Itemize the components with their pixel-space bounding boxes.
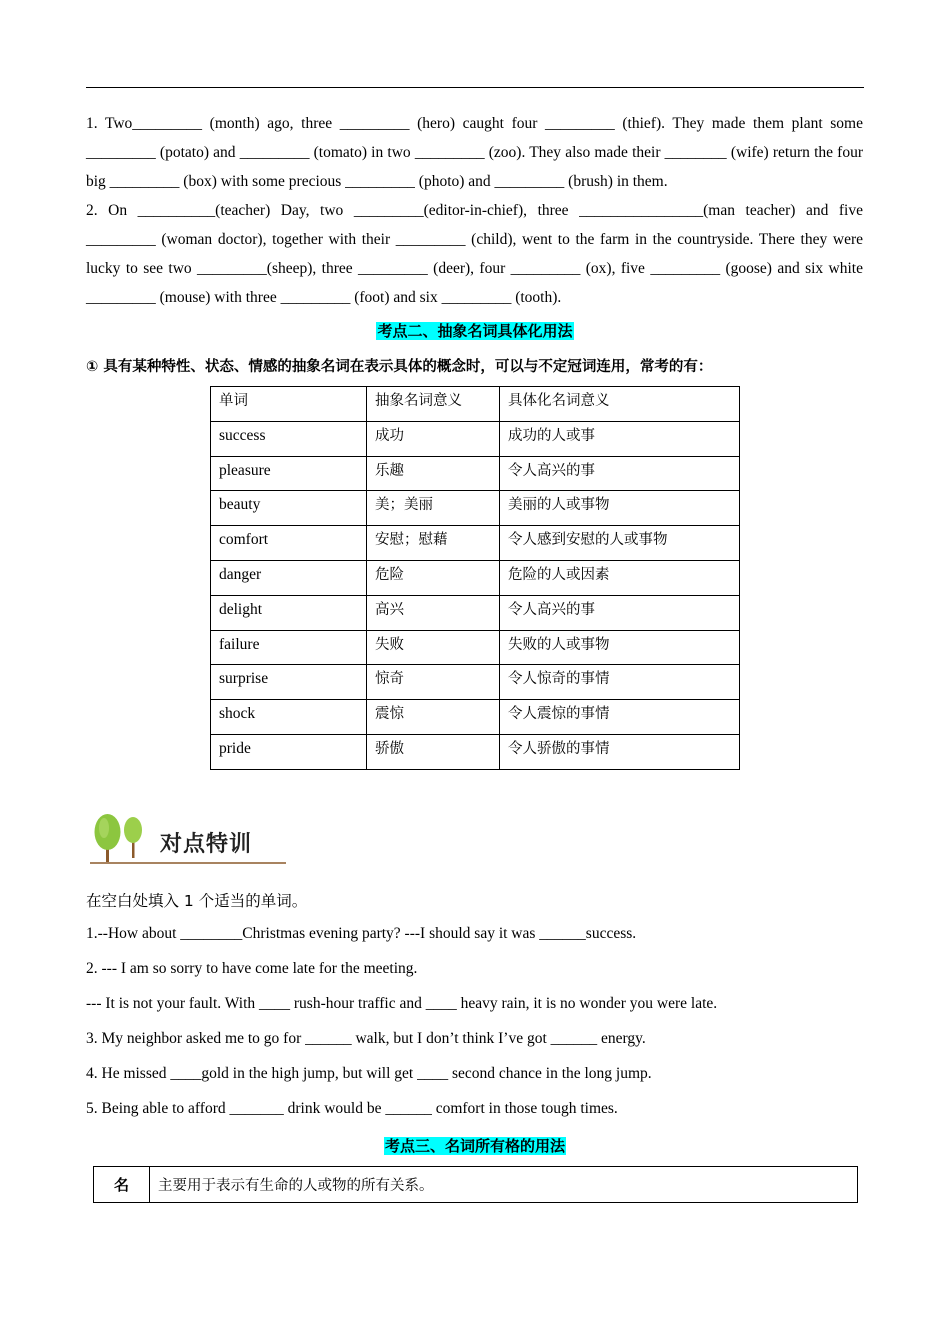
table-row <box>211 734 740 769</box>
table-row <box>211 491 740 526</box>
table-row <box>94 1167 858 1203</box>
training-question-3: 3. My neighbor asked me to go for ______ walk, but I don’t think I’ve got ______ energy. <box>86 1030 646 1047</box>
section-heading-2 <box>0 320 950 341</box>
possessive-desc: 主要用于表示有生命的人或物的所有关系。 <box>150 1167 858 1203</box>
cell-word: failure <box>211 630 367 665</box>
table-header-row <box>211 387 740 422</box>
training-question-2: 2. --- I am so sorry to have come late for the meeting. <box>86 960 418 977</box>
training-question-1: 1.--How about ________Christmas evening party? ---I should say it was ______success. <box>86 925 637 942</box>
cell-concrete: 令人震惊的事情 <box>500 700 740 735</box>
cell-abstract: 成功 <box>367 421 500 456</box>
cell-word: danger <box>211 560 367 595</box>
table-row <box>211 665 740 700</box>
table-row <box>211 595 740 630</box>
cell-abstract: 高兴 <box>367 595 500 630</box>
possessive-table <box>93 1166 858 1203</box>
header-word: 单词 <box>211 387 367 422</box>
cell-word: pride <box>211 734 367 769</box>
section-heading-2-text: 考点二、抽象名词具体化用法 <box>377 322 573 340</box>
cell-abstract: 惊奇 <box>367 665 500 700</box>
cell-abstract: 震惊 <box>367 700 500 735</box>
cell-concrete: 令人高兴的事 <box>500 456 740 491</box>
exercise-paragraph-2: 2. On __________(teacher) Day, two _________(editor-in-chief), three ________________(man teacher) and five _________ (woman doctor), together with their _________ (child), went to the farm in the countryside. There they were lucky to see two _________(sheep), three _________ (deer), four _________ (ox), five _________ (goose) and six white _________ (mouse) with three _________ (foot) and six _________ (tooth). <box>86 202 863 306</box>
table-row <box>211 526 740 561</box>
cell-abstract: 骄傲 <box>367 734 500 769</box>
cell-word: shock <box>211 700 367 735</box>
cell-word: surprise <box>211 665 367 700</box>
section-heading-3 <box>0 1135 950 1156</box>
cell-word: success <box>211 421 367 456</box>
cell-abstract: 乐趣 <box>367 456 500 491</box>
header-rule <box>86 87 864 88</box>
cell-concrete: 失败的人或事物 <box>500 630 740 665</box>
table-row <box>211 421 740 456</box>
cell-concrete: 令人骄傲的事情 <box>500 734 740 769</box>
cell-abstract: 安慰；慰藉 <box>367 526 500 561</box>
cell-concrete: 令人惊奇的事情 <box>500 665 740 700</box>
cell-abstract: 失败 <box>367 630 500 665</box>
cell-word: pleasure <box>211 456 367 491</box>
cell-word: comfort <box>211 526 367 561</box>
header-abstract-meaning: 抽象名词意义 <box>367 387 500 422</box>
table-row <box>211 560 740 595</box>
training-question-4: 4. He missed ____gold in the high jump, but will get ____ second chance in the long jump. <box>86 1065 652 1082</box>
abstract-noun-rule: ① 具有某种特性、状态、情感的抽象名词在表示具体的概念时，可以与不定冠词连用，常考的有： <box>86 359 713 375</box>
cell-concrete: 令人高兴的事 <box>500 595 740 630</box>
table-row <box>211 630 740 665</box>
table-row <box>211 700 740 735</box>
table-row <box>211 456 740 491</box>
cell-concrete: 成功的人或事 <box>500 421 740 456</box>
exercise-paragraph-1: 1. Two_________ (month) ago, three _________ (hero) caught four _________ (thief). They made them plant some _________ (potato) and _________ (tomato) in two _________ (zoo). They also made their ________ (wife) return the four big _________ (box) with some precious _________ (photo) and _________ (brush) in them. <box>86 115 863 190</box>
training-instruction: 在空白处填入 1 个适当的单词。 <box>86 892 308 910</box>
training-question-2-reply: --- It is not your fault. With ____ rush-hour traffic and ____ heavy rain, it is no wonder you were late. <box>86 995 718 1012</box>
cell-concrete: 危险的人或因素 <box>500 560 740 595</box>
abstract-noun-table <box>210 386 740 770</box>
header-concrete-meaning: 具体化名词意义 <box>500 387 740 422</box>
possessive-key: 名 <box>94 1167 150 1203</box>
badge-title: 对点特训 <box>160 832 253 857</box>
cell-abstract: 危险 <box>367 560 500 595</box>
cell-word: beauty <box>211 491 367 526</box>
section-heading-3-text: 考点三、名词所有格的用法 <box>384 1137 565 1155</box>
cell-word: delight <box>211 595 367 630</box>
cell-concrete: 美丽的人或事物 <box>500 491 740 526</box>
cell-abstract: 美；美丽 <box>367 491 500 526</box>
cell-concrete: 令人感到安慰的人或事物 <box>500 526 740 561</box>
training-question-5: 5. Being able to afford _______ drink would be ______ comfort in those tough times. <box>86 1100 618 1117</box>
